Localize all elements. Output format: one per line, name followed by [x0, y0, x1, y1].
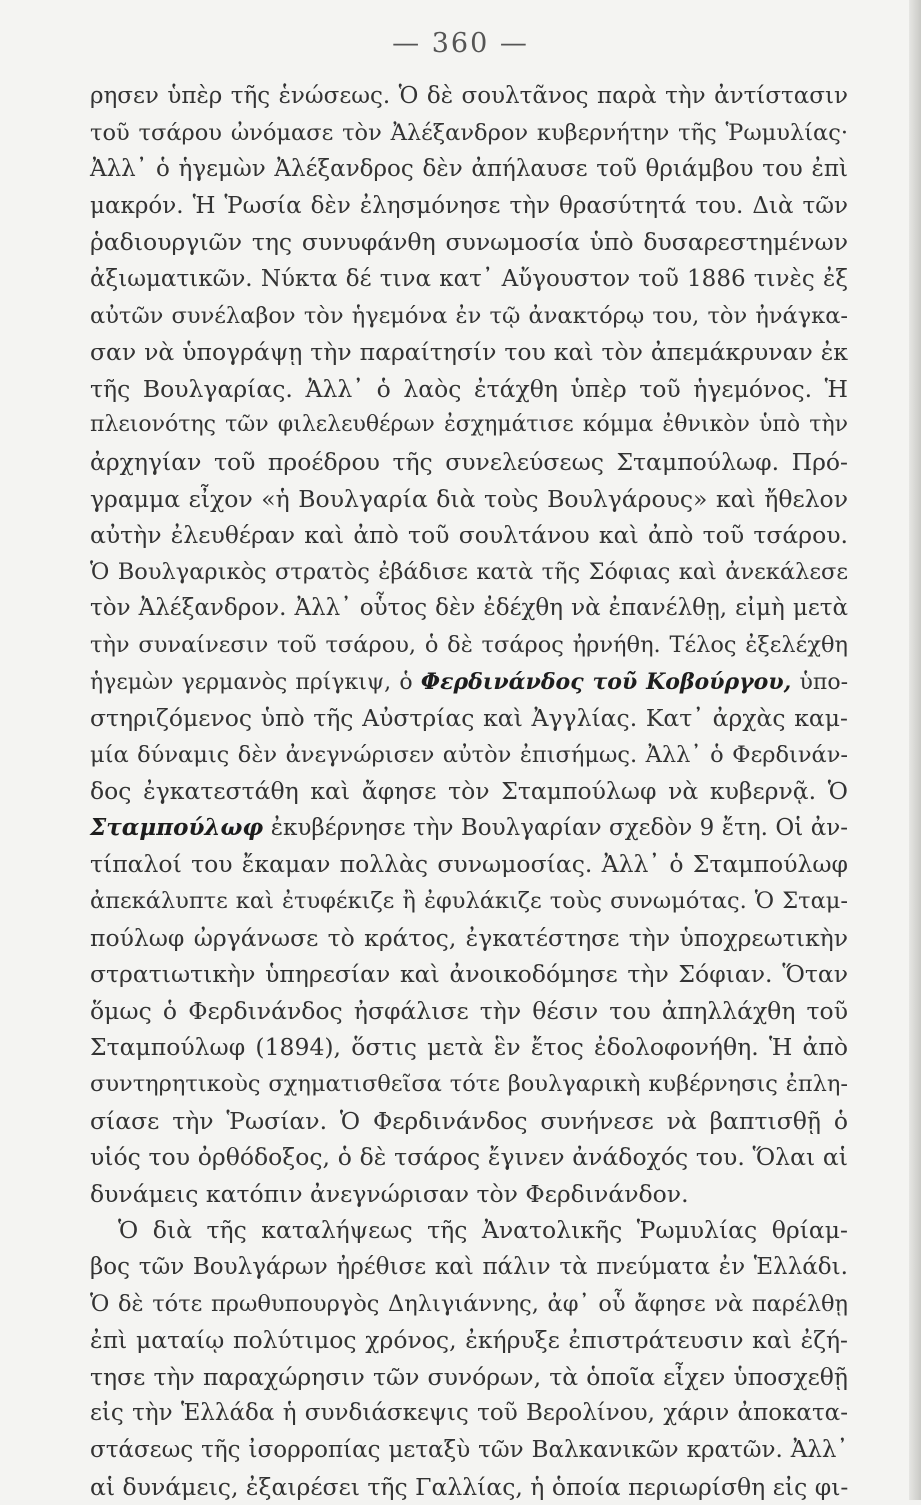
text-line: τὸν Ἀλέξανδρον. Ἀλλ᾽ οὗτος δὲν ἐδέχθη νὰ ἐπανέλθῃ, εἰμὴ μετὰ — [90, 595, 848, 622]
text-line: τίπαλοί του ἔκαμαν πολλὰς συνωμοσίας. Ἀλλ᾽ ὁ Σταμπούλωφ — [90, 850, 848, 879]
text-line: ἐπὶ ματαίῳ πολύτιμος χρόνος, ἐκήρυξε ἐπιστράτευσιν καὶ ἐζή- — [90, 1326, 848, 1355]
text-line: μακρόν. Ἡ Ῥωσία δὲν ἐλησμόνησε τὴν θρασύτητά του. Διὰ τῶν — [90, 192, 848, 219]
text-line: δος ἐγκατεστάθη καὶ ἄφησε τὸν Σταμπούλωφ νὰ κυβερνᾷ. Ὁ — [90, 777, 848, 806]
text-line: αὐτὴν ἐλευθέραν καὶ ἀπὸ τοῦ σουλτάνου καὶ ἀπὸ τοῦ τσάρου. — [90, 521, 848, 550]
text-line: αὐτῶν συνέλαβον τὸν ἡγεμόνα ἐν τῷ ἀνακτόρῳ του, τὸν ἠνάγκα- — [90, 302, 848, 329]
text-line: ἡγεμὼν γερμανὸς πρίγκιψ, ὁ Φερδινάνδος τοῦ Κοβούργου, ὑπο- — [90, 668, 848, 695]
text-line: Ὁ δὲ τότε πρωθυπουργὸς Δηλιγιάννης, ἀφ᾽ οὗ ἄφησε νὰ παρέλθῃ — [90, 1290, 848, 1317]
text-line: ὅμως ὁ Φερδινάνδος ἠσφάλισε τὴν θέσιν του ἀπηλλάχθη τοῦ — [90, 996, 848, 1025]
page-number: — 360 — — [392, 28, 529, 59]
text-line: σαν νὰ ὑπογράψῃ τὴν παραίτησίν του καὶ τὸν ἀπεμάκρυναν ἐκ — [90, 338, 848, 367]
text-line: Ὁ διὰ τῆς καταλήψεως τῆς Ἀνατολικῆς Ῥωμυλίας θρίαμ- — [118, 1216, 848, 1245]
text-line: Ἀλλ᾽ ὁ ἡγεμὼν Ἀλέξανδρος δὲν ἀπήλαυσε τοῦ θριάμβου του ἐπὶ — [90, 156, 848, 183]
text-line: συντηρητικοὺς σχηματισθεῖσα τότε βουλγαρικὴ κυβέρνησις ἐπλη- — [90, 1071, 848, 1098]
text-line: υἱός του ὀρθόδοξος, ὁ δὲ τσάρος ἔγινεν ἀνάδοχός του. Ὅλαι αἱ — [90, 1143, 848, 1172]
text-line: αἱ δυνάμεις, ἐξαιρέσει τῆς Γαλλίας, ἡ ὁποία περιωρίσθη εἰς φι- — [90, 1472, 849, 1501]
text-line: ἀρχηγίαν τοῦ προέδρου τῆς συνελεύσεως Σταμπούλωφ. Πρό- — [90, 447, 848, 476]
text-line: τὴν συναίνεσιν τοῦ τσάρου, ὁ δὲ τσάρος ἠρνήθη. Τέλος ἐξελέχθη — [90, 631, 848, 658]
text-line: πούλωφ ὠργάνωσε τὸ κράτος, ἐγκατέστησε τὴν ὑποχρεωτικὴν — [90, 923, 848, 952]
page-edge-shadow — [909, 0, 921, 1500]
text-line: πλειονότης τῶν φιλελευθέρων ἐσχημάτισε κόμμα ἐθνικὸν ὑπὸ τὴν — [90, 412, 848, 438]
text-line: γραμμα εἶχον «ἡ Βουλγαρία διὰ τοὺς Βουλγάρους» καὶ ἤθελον — [90, 484, 848, 513]
text-line: σίασε τὴν Ῥωσίαν. Ὁ Φερδινάνδος συνήνεσε νὰ βαπτισθῇ ὁ — [90, 1106, 848, 1135]
text-line: βος τῶν Βουλγάρων ἠρέθισε καὶ πάλιν τὰ πνεύματα ἐν Ἑλλάδι. — [90, 1254, 848, 1280]
text-line: εἰς τὴν Ἑλλάδα ἡ συνδιάσκεψις τοῦ Βερολίνου, χάριν ἀποκατα- — [90, 1400, 848, 1427]
text-line: ἀπεκάλυπτε καὶ ἐτυφέκιζε ἢ ἐφυλάκιζε τοὺς συνωμότας. Ὁ Σταμ- — [90, 888, 848, 915]
text-line: στάσεως τῆς ἰσορροπίας μεταξὺ τῶν Βαλκανικῶν κρατῶν. Ἀλλ᾽ — [90, 1436, 848, 1463]
text-line: ῥαδιουργιῶν της συνυφάνθη συνωμοσία ὑπὸ δυσαρεστημένων — [90, 228, 848, 257]
text-line: τοῦ τσάρου ὠνόμασε τὸν Ἀλέξανδρον κυβερνήτην τῆς Ῥωμυλίας· — [90, 119, 848, 146]
text-line: μία δύναμις δὲν ἀνεγνώρισεν αὐτὸν ἐπισήμως. Ἀλλ᾽ ὁ Φερδινάν- — [90, 741, 848, 768]
text-line: στηριζόμενος ὑπὸ τῆς Αὐστρίας καὶ Ἀγγλίας. Κατ᾽ ἀρχὰς καμ- — [90, 704, 848, 733]
text-line: ρησεν ὑπὲρ τῆς ἑνώσεως. Ὁ δὲ σουλτᾶνος παρὰ τὴν ἀντίστασιν — [90, 83, 848, 109]
text-line: Σταμπούλωφ (1894), ὅστις μετὰ ἓν ἔτος ἐδολοφονήθη. Ἡ ἀπὸ — [90, 1033, 848, 1062]
text-line: τῆς Βουλγαρίας. Ἀλλ᾽ ὁ λαὸς ἐτάχθη ὑπὲρ τοῦ ἡγεμόνος. Ἡ — [90, 374, 848, 403]
text-line: Σταμπούλωφ ἐκυβέρνησε τὴν Βουλγαρίαν σχεδὸν 9 ἔτη. Οἱ ἀν- — [90, 813, 848, 841]
text-line: δυνάμεις κατόπιν ἀνεγνώρισαν τὸν Φερδινάνδον. — [90, 1179, 689, 1208]
emphasized-name: Σταμπούλωφ — [90, 813, 264, 841]
text-line: στρατιωτικὴν ὑπηρεσίαν καὶ ἀνοικοδόμησε τὴν Σόφιαν. Ὅταν — [90, 960, 848, 989]
emphasized-name: Φερδινάνδος τοῦ Κοβούργου, — [420, 668, 792, 695]
body-text — [90, 78, 848, 1505]
text-line: τησε τὴν παραχώρησιν τῶν συνόρων, τὰ ὁποῖα εἶχεν ὑποσχεθῇ — [90, 1362, 848, 1391]
text-line: ἀξιωματικῶν. Νύκτα δέ τινα κατ᾽ Αὔγουστον τοῦ 1886 τινὲς ἐξ — [90, 265, 848, 292]
text-line: Ὁ Βουλγαρικὸς στρατὸς ἐβάδισε κατὰ τῆς Σόφιας καὶ ἀνεκάλεσε — [90, 558, 848, 585]
